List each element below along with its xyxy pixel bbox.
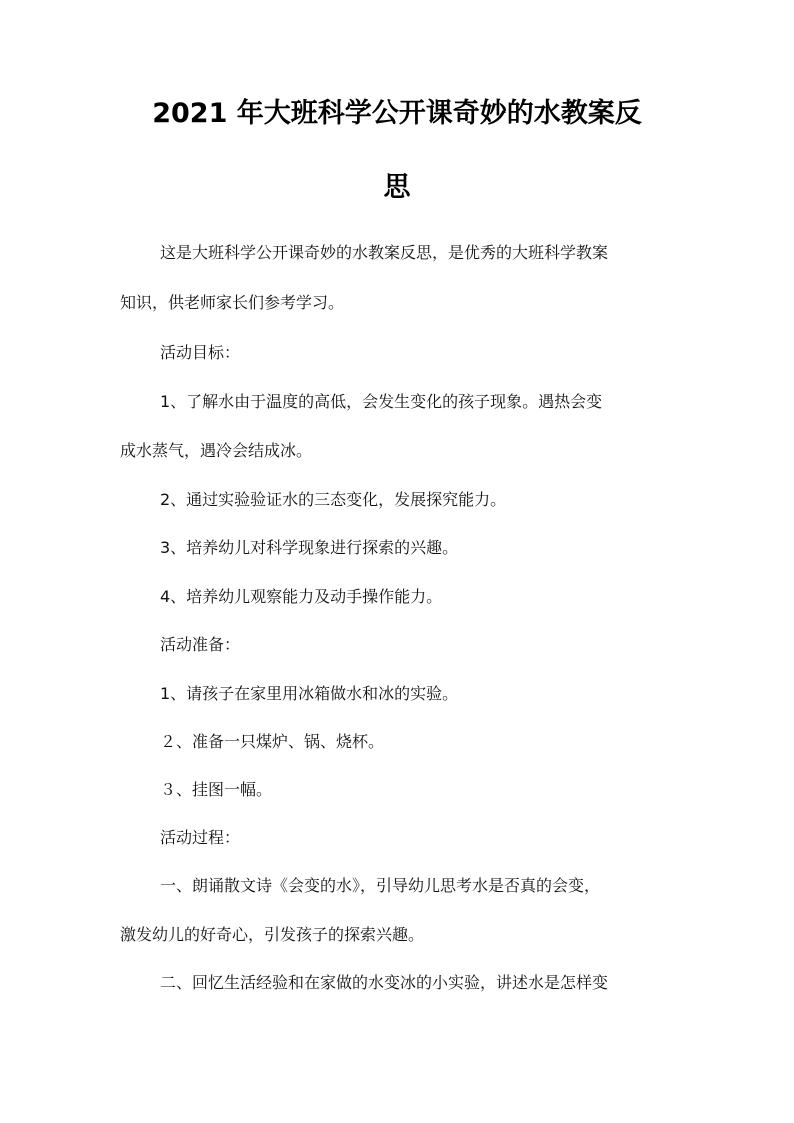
paragraph-line: 这是大班科学公开课奇妙的水教案反思，是优秀的大班科学教案 bbox=[160, 243, 609, 262]
paragraph-line: 4、培养幼儿观察能力及动手操作能力。 bbox=[160, 587, 443, 606]
paragraph-line: 1、了解水由于温度的高低，会发生变化的孩子现象。遇热会变 bbox=[160, 392, 603, 411]
paragraph-line: 二、回忆生活经验和在家做的水变冰的小实验，讲述水是怎样变 bbox=[160, 973, 609, 992]
paragraph-line: 3、培养幼儿对科学现象进行探索的兴趣。 bbox=[160, 538, 459, 557]
paragraph-line: ３、挂图一幅。 bbox=[160, 780, 273, 799]
section-heading: 活动过程： bbox=[160, 828, 241, 847]
paragraph-line: 1、请孩子在家里用冰箱做水和冰的实验。 bbox=[160, 684, 459, 703]
paragraph-line: 知识，供老师家长们参考学习。 bbox=[120, 293, 345, 312]
paragraph-line: 2、通过实验验证水的三态变化，发展探究能力。 bbox=[160, 490, 507, 509]
section-heading: 活动目标： bbox=[160, 343, 241, 362]
section-heading: 活动准备： bbox=[160, 635, 241, 654]
paragraph-line: 成水蒸气，遇冷会结成冰。 bbox=[120, 441, 313, 460]
paragraph-line: 一、朗诵散文诗《会变的水》，引导幼儿思考水是否真的会变， bbox=[160, 876, 601, 895]
document-title-line1: 2021 年大班科学公开课奇妙的水教案反 bbox=[152, 98, 642, 129]
document-title-line2: 思 bbox=[383, 172, 411, 203]
paragraph-line: ２、准备一只煤炉、锅、烧杯。 bbox=[160, 732, 385, 751]
paragraph-line: 激发幼儿的好奇心，引发孩子的探索兴趣。 bbox=[120, 925, 425, 944]
